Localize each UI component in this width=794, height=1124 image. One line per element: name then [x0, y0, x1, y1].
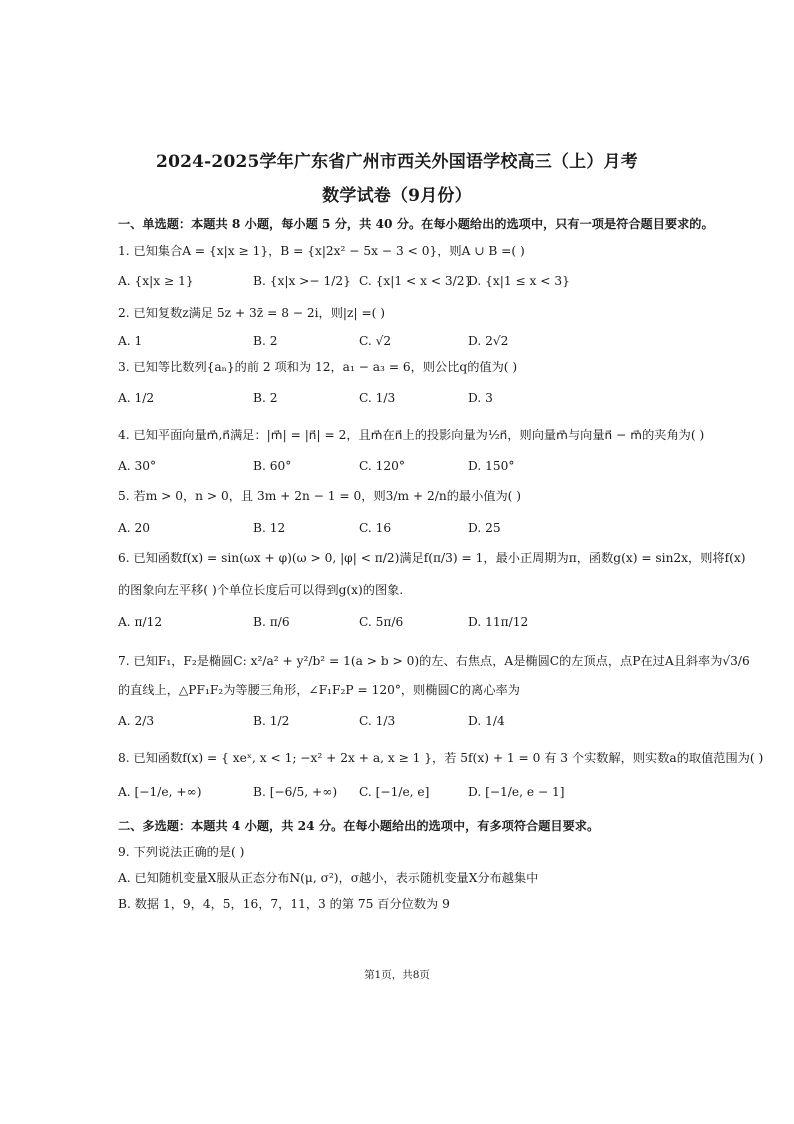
option-b: B. [−6/5, +∞): [253, 785, 338, 799]
option-b: B. 1/2: [253, 714, 290, 728]
option-d: D. 3: [468, 391, 493, 405]
question-2-options: [118, 333, 698, 351]
option-a: A. 1/2: [118, 391, 155, 405]
exam-subtitle: 数学试卷（9月份）: [322, 186, 472, 206]
option-c: C. √2: [359, 334, 392, 348]
option-d: D. [−1/e, e − 1]: [468, 785, 565, 799]
option-c: C. 5π/6: [359, 615, 404, 629]
section-heading-single-choice: 一、单选题：本题共 8 小题，每小题 5 分，共 40 分。在每小题给出的选项中，只有一项是符合题目要求的。: [118, 217, 714, 231]
question-6-stem-continued: 的图象向左平移( )个单位长度后可以得到g(x)的图象.: [118, 583, 404, 597]
option-b: B. 2: [253, 334, 278, 348]
question-7-options: [118, 713, 698, 731]
question-6-stem: 6. 已知函数f(x) = sin(ωx + φ)(ω > 0, |φ| < π/2)满足f(π/3) = 1，最小正周期为π，函数g(x) = sin2x，则将f(x): [118, 551, 746, 565]
question-1-options: [118, 273, 698, 291]
option-a: A. 20: [118, 521, 151, 535]
option-d: D. {x|1 ≤ x < 3}: [468, 274, 570, 288]
option-a: A. 1: [118, 334, 143, 348]
option-c: C. {x|1 < x < 3/2}: [359, 274, 473, 288]
section-heading-multiple-choice: 二、多选题：本题共 4 小题，共 24 分。在每小题给出的选项中，有多项符合题目要求。: [118, 819, 600, 833]
option-d: D. 2√2: [468, 334, 509, 348]
question-8-stem: 8. 已知函数f(x) = { xeˣ, x < 1; −x² + 2x + a, x ≥ 1 }，若 5f(x) + 1 = 0 有 3 个实数解，则实数a的取值范围为( ): [118, 751, 764, 765]
question-5-stem: 5. 若m > 0，n > 0，且 3m + 2n − 1 = 0，则3/m + 2/n的最小值为( ): [118, 489, 522, 503]
option-a: A. π/12: [118, 615, 163, 629]
question-3-stem: 3. 已知等比数列{aₙ}的前 2 项和为 12，a₁ − a₃ = 6，则公比q的值为( ): [118, 360, 518, 374]
option-c: C. 1/3: [359, 391, 396, 405]
question-2-stem: 2. 已知复数z满足 5z + 3z̄ = 8 − 2i，则|z| =( ): [118, 306, 386, 320]
question-4-options: [118, 458, 698, 476]
option-a: A. 30°: [118, 459, 157, 473]
option-c: C. [−1/e, e]: [359, 785, 430, 799]
question-8-options: [118, 784, 698, 802]
option-b: B. 12: [253, 521, 286, 535]
option-b: B. π/6: [253, 615, 290, 629]
option-d: D. 1/4: [468, 714, 505, 728]
question-1-stem: 1. 已知集合A = {x|x ≥ 1}，B = {x|2x² − 5x − 3 < 0}，则A ∪ B =( ): [118, 244, 525, 258]
page-footer: 第1页，共8页: [364, 969, 430, 981]
option-a: A. 2/3: [118, 714, 155, 728]
exam-title: 2024-2025学年广东省广州市西关外国语学校高三（上）月考: [156, 152, 638, 172]
option-d: D. 11π/12: [468, 615, 529, 629]
option-b: B. 2: [253, 391, 278, 405]
option-d: D. 25: [468, 521, 501, 535]
option-a: A. [−1/e, +∞): [118, 785, 202, 799]
question-5-options: [118, 520, 698, 538]
option-d: D. 150°: [468, 459, 515, 473]
question-7-stem: 7. 已知F₁，F₂是椭圆C: x²/a² + y²/b² = 1(a > b > 0)的左、右焦点，A是椭圆C的左顶点，点P在过A且斜率为√3/6: [118, 654, 750, 668]
question-4-stem: 4. 已知平面向量m⃗,n⃗满足：|m⃗| = |n⃗| = 2，且m⃗在n⃗上的投影向量为½n⃗，则向量m⃗与向量n⃗ − m⃗的夹角为( ): [118, 428, 705, 442]
question-9-stem: 9. 下列说法正确的是( ): [118, 845, 245, 859]
question-9-option-a: A. 已知随机变量X服从正态分布N(μ, σ²)，σ越小，表示随机变量X分布越集中: [118, 871, 539, 885]
question-7-stem-continued: 的直线上，△PF₁F₂为等腰三角形，∠F₁F₂P = 120°，则椭圆C的离心率为: [118, 683, 520, 697]
option-c: C. 1/3: [359, 714, 396, 728]
question-9-option-b: B. 数据 1，9，4，5，16，7，11，3 的第 75 百分位数为 9: [118, 897, 450, 911]
option-c: C. 120°: [359, 459, 405, 473]
option-c: C. 16: [359, 521, 392, 535]
option-a: A. {x|x ≥ 1}: [118, 274, 194, 288]
option-b: B. 60°: [253, 459, 292, 473]
option-b: B. {x|x >− 1/2}: [253, 274, 351, 288]
question-3-options: [118, 390, 698, 408]
question-6-options: [118, 614, 698, 632]
